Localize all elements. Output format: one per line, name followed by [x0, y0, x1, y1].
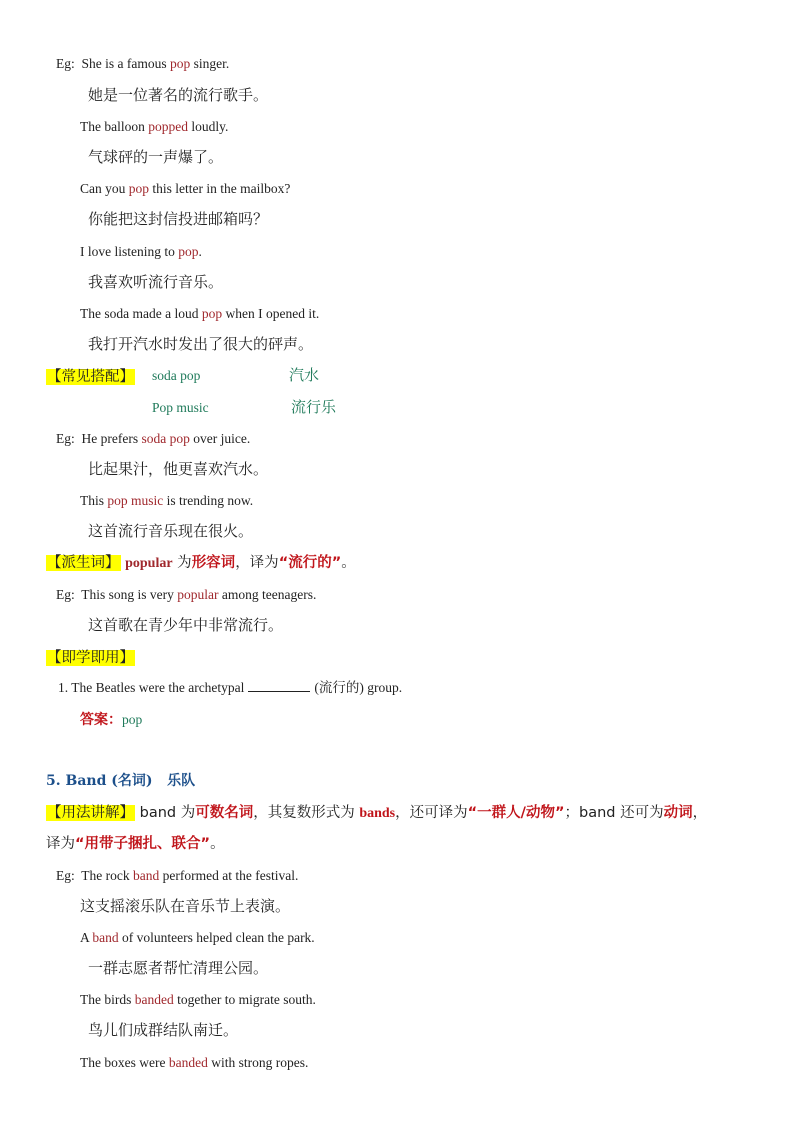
- translation-line: 这首流行音乐现在很火。: [88, 522, 254, 540]
- collocation-row: [46, 366, 135, 387]
- eg-label: Eg:: [56, 587, 75, 602]
- collocation-tag: 【常见搭配】: [47, 369, 134, 385]
- example-line: The balloon popped loudly.: [80, 119, 229, 134]
- keyword: pop: [178, 244, 199, 259]
- keyword: banded: [134, 992, 174, 1007]
- practice-row: [46, 647, 135, 668]
- keyword: popped: [148, 119, 188, 134]
- answer-blank: [248, 679, 310, 692]
- translation-line: 一群志愿者帮忙清理公园。: [88, 959, 269, 977]
- example-line: Eg: He prefers soda pop over juice.: [56, 431, 251, 446]
- practice-question: 1. The Beatles were the archetypal (流行的) group.: [58, 680, 403, 695]
- example-line: The boxes were banded with strong ropes.: [80, 1055, 309, 1070]
- keyword: popular: [177, 587, 219, 602]
- keyword: banded: [168, 1055, 208, 1070]
- usage-row: 【用法讲解】 band 为可数名词，其复数形式为 bands，还可译为“一群人/动物”；band 还可为动词，: [47, 805, 708, 821]
- example-line: This pop music is trending now.: [80, 493, 254, 508]
- usage-tag: 【用法讲解】: [47, 805, 134, 821]
- example-line: Eg: This song is very popular among teenagers.: [56, 587, 317, 602]
- derivative-tag: 【派生词】: [47, 555, 120, 571]
- translation-line: 这支摇滚乐队在音乐节上表演。: [80, 897, 291, 915]
- practice-tag: 【即学即用】: [47, 650, 134, 666]
- keyword: pop: [128, 181, 149, 196]
- translation-line: 你能把这封信投进邮箱吗？: [88, 210, 269, 228]
- example-line: Eg: The rock band performed at the festival.: [56, 868, 299, 883]
- example-line: A band of volunteers helped clean the park.: [80, 930, 315, 945]
- translation-line: 比起果汁，他更喜欢汽水。: [88, 460, 269, 478]
- translation-line: 我打开汽水时发出了很大的砰声。: [88, 335, 314, 353]
- eg-label: Eg:: [56, 56, 75, 71]
- keyword: pop: [201, 306, 223, 321]
- answer-value: pop: [122, 712, 143, 727]
- keyword: soda pop: [141, 431, 190, 446]
- derivative-word: popular: [125, 556, 173, 571]
- example-line: Can you pop this letter in the mailbox?: [80, 181, 291, 196]
- translation-line: 她是一位著名的流行歌手。: [88, 86, 269, 104]
- usage-row-cont: 译为“用带子捆扎、联合”。: [46, 836, 225, 852]
- keyword: band: [133, 868, 160, 883]
- collocation-en: Pop music: [152, 400, 209, 415]
- eg-label: Eg:: [56, 431, 75, 446]
- keyword: band: [92, 930, 119, 945]
- translation-line: 我喜欢听流行音乐。: [88, 273, 224, 291]
- translation-line: 气球砰的一声爆了。: [88, 148, 224, 166]
- example-line: I love listening to pop.: [80, 244, 202, 259]
- collocation-en: soda pop: [152, 368, 201, 383]
- example-line: The birds banded together to migrate south.: [80, 992, 316, 1007]
- answer-row: [80, 709, 142, 730]
- example-line: The soda made a loud pop when I opened it.: [80, 306, 320, 321]
- answer-label: 答案：: [80, 712, 122, 728]
- keyword: pop music: [107, 493, 164, 508]
- keyword: pop: [170, 56, 191, 71]
- translation-line: 这首歌在青少年中非常流行。: [88, 616, 284, 634]
- translation-line: 鸟儿们成群结队南迁。: [88, 1021, 239, 1039]
- section-heading: 5. Band (名词) 乐队: [46, 773, 196, 789]
- example-line: Eg: She is a famous pop singer.: [56, 56, 230, 71]
- eg-label: Eg:: [56, 868, 75, 883]
- collocation-zh: 流行乐: [291, 398, 337, 416]
- derivative-row: 【派生词】 popular 为形容词，译为“流行的”。: [47, 555, 356, 571]
- collocation-zh: 汽水: [289, 366, 320, 384]
